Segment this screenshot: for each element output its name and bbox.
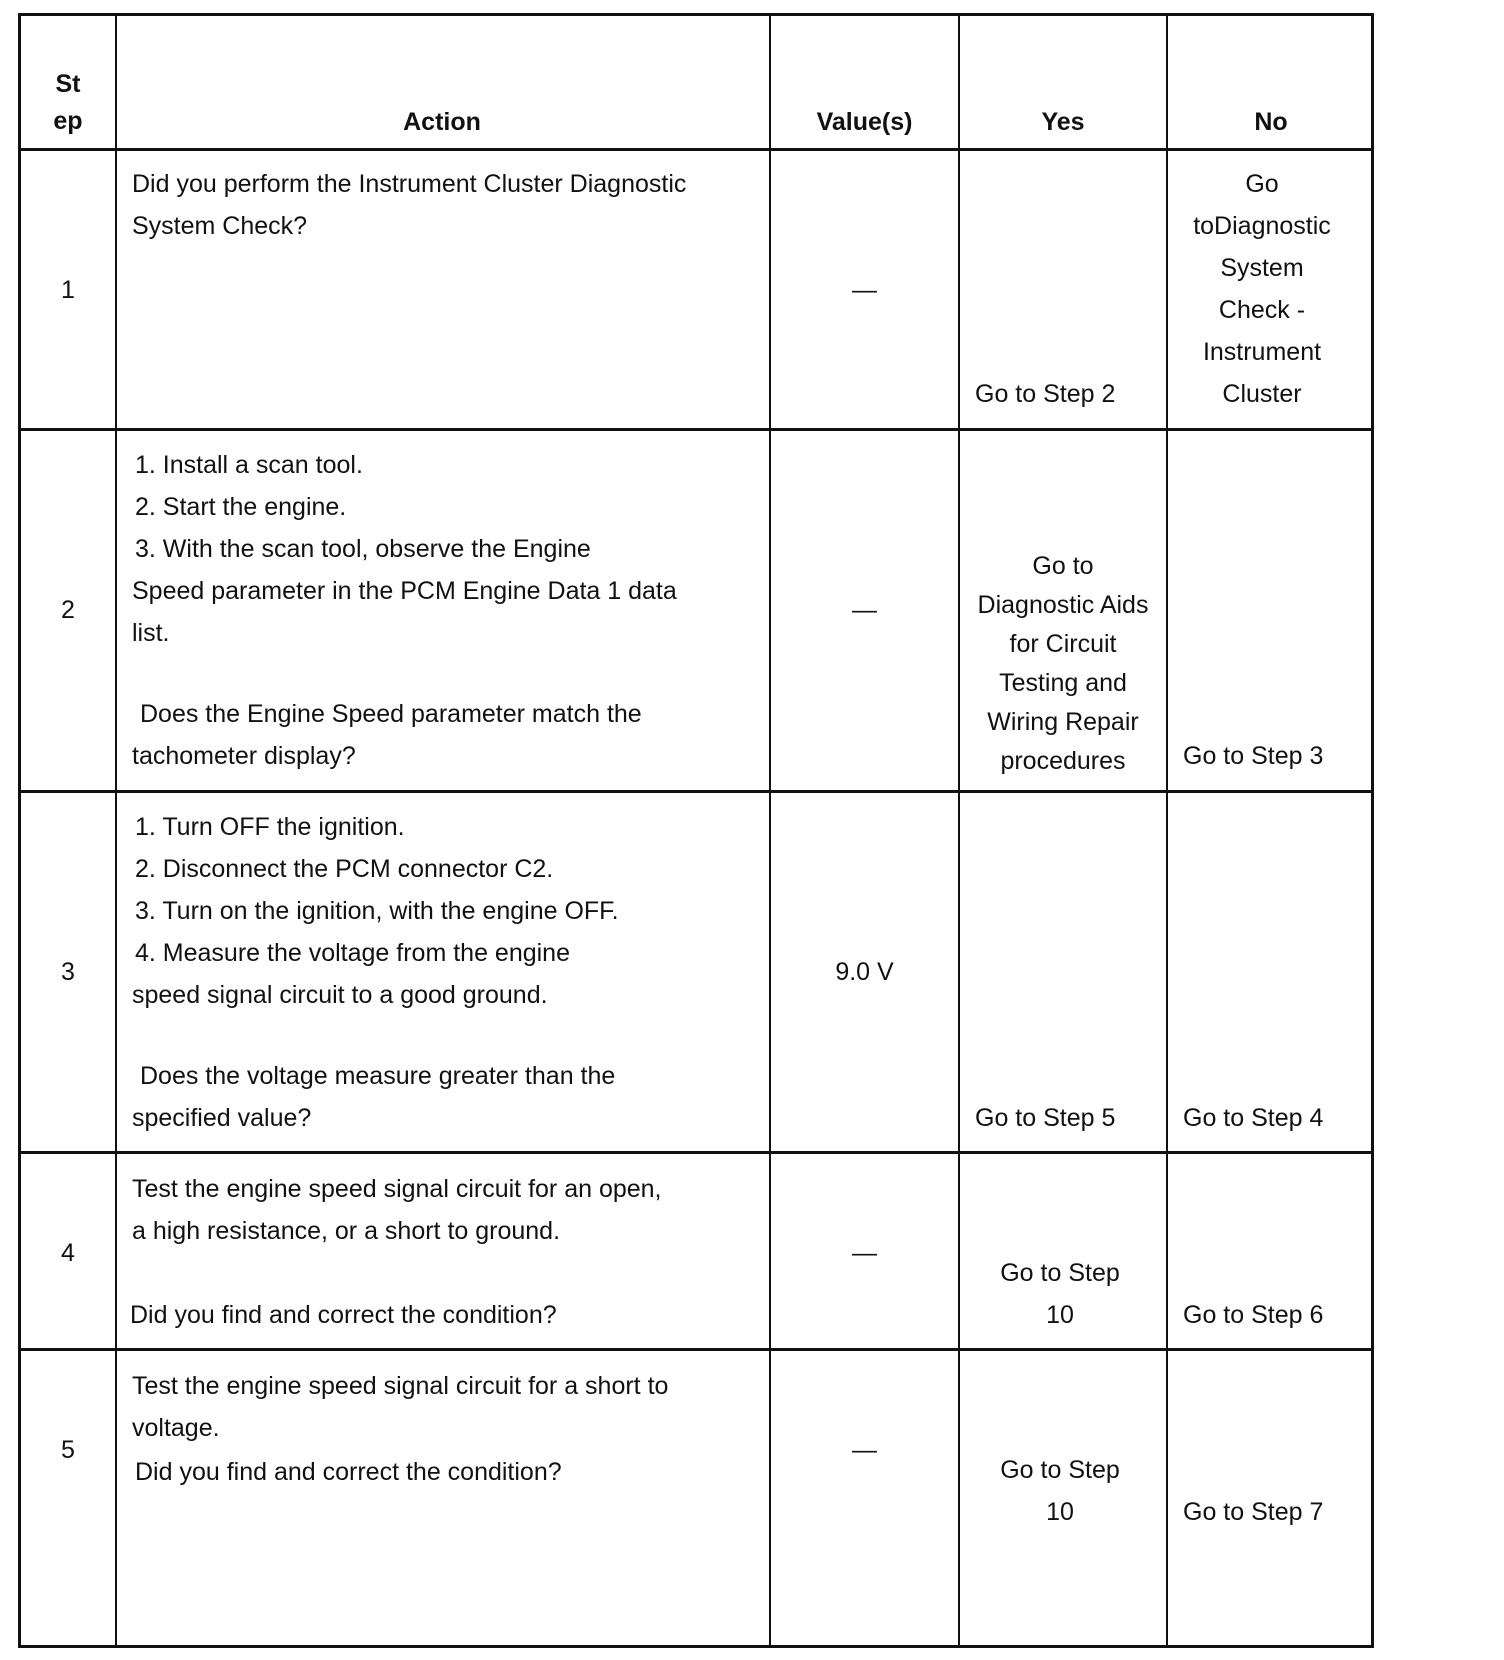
no-line: Cluster	[1222, 380, 1302, 408]
yes-line: Go to Step	[1000, 1259, 1120, 1287]
yes-cell: Go to Step 2	[975, 380, 1116, 408]
no-line: toDiagnostic	[1193, 212, 1331, 240]
row-divider	[21, 790, 1371, 793]
yes-line: for Circuit	[1009, 630, 1117, 658]
action-line: Does the Engine Speed parameter match the	[140, 700, 642, 728]
action-text	[132, 1365, 668, 1493]
row-divider	[21, 428, 1371, 431]
no-cell: Go to Step 7	[1183, 1498, 1324, 1526]
yes-cell	[960, 547, 1166, 781]
yes-line: Go to	[1032, 552, 1094, 580]
action-text	[132, 806, 619, 1139]
row-divider	[21, 1348, 1371, 1351]
no-line: Go	[1245, 170, 1279, 198]
action-line: list.	[132, 619, 170, 647]
action-line: voltage.	[132, 1414, 220, 1442]
action-line: a high resistance, or a short to ground.	[132, 1217, 561, 1245]
header-step-line-1: St	[55, 70, 81, 98]
yes-line: Wiring Repair	[987, 708, 1139, 736]
action-line: 2. Disconnect the PCM connector C2.	[135, 855, 554, 883]
no-line: Instrument	[1202, 338, 1322, 366]
no-line: Check -	[1218, 296, 1306, 324]
row-divider	[21, 148, 1371, 151]
action-line: Speed parameter in the PCM Engine Data 1 data	[132, 577, 677, 605]
yes-line: 10	[1046, 1301, 1074, 1329]
action-line: tachometer display?	[132, 742, 356, 770]
header-no: No	[1254, 108, 1288, 136]
value-cell: —	[852, 1436, 877, 1464]
column-divider	[958, 16, 960, 1645]
step-number: 5	[61, 1436, 75, 1464]
value-cell: —	[852, 276, 877, 304]
action-line: Test the engine speed signal circuit for a short to	[132, 1372, 669, 1400]
action-line: 4. Measure the voltage from the engine	[135, 939, 570, 967]
yes-cell: Go to Step 5	[975, 1104, 1116, 1132]
yes-line: procedures	[1000, 747, 1126, 775]
action-line: 3. Turn on the ignition, with the engine OFF.	[135, 897, 619, 925]
value-cell: 9.0 V	[835, 958, 894, 986]
action-line: 3. With the scan tool, observe the Engine	[135, 535, 591, 563]
action-text	[132, 444, 677, 777]
action-line: System Check?	[132, 212, 308, 240]
header-yes: Yes	[1041, 108, 1085, 136]
diagnostic-table	[18, 13, 1374, 1648]
yes-cell	[960, 1449, 1160, 1533]
action-line: 2. Start the engine.	[135, 493, 347, 521]
yes-line: Diagnostic Aids	[977, 591, 1149, 619]
action-line: 1. Install a scan tool.	[135, 451, 363, 479]
step-number: 1	[61, 276, 75, 304]
header-action: Action	[403, 108, 481, 136]
column-divider	[115, 16, 117, 1645]
action-line: Did you perform the Instrument Cluster Diagnostic	[132, 170, 687, 198]
column-divider	[769, 16, 771, 1645]
action-line: 1. Turn OFF the ignition.	[135, 813, 405, 841]
header-values: Value(s)	[816, 108, 913, 136]
action-line: Test the engine speed signal circuit for an open,	[132, 1175, 662, 1203]
action-line: Did you find and correct the condition?	[135, 1458, 562, 1486]
yes-line: Go to Step	[1000, 1456, 1120, 1484]
step-number: 3	[61, 958, 75, 986]
no-cell: Go to Step 3	[1183, 742, 1324, 770]
yes-line: Testing and	[999, 669, 1127, 697]
header-step	[21, 66, 115, 140]
no-cell: Go to Step 4	[1183, 1104, 1324, 1132]
action-line: specified value?	[132, 1104, 312, 1132]
no-line: System	[1220, 254, 1304, 282]
yes-cell	[960, 1252, 1160, 1336]
action-text	[132, 1168, 662, 1336]
step-number: 4	[61, 1239, 75, 1267]
no-cell	[1168, 163, 1356, 415]
row-divider	[21, 1151, 1371, 1154]
header-step-line-2: ep	[53, 107, 83, 135]
step-number: 2	[61, 596, 75, 624]
no-cell: Go to Step 6	[1183, 1301, 1324, 1329]
action-line: speed signal circuit to a good ground.	[132, 981, 548, 1009]
action-line: Does the voltage measure greater than the	[140, 1062, 616, 1090]
value-cell: —	[852, 596, 877, 624]
yes-line: 10	[1046, 1498, 1074, 1526]
action-line: Did you find and correct the condition?	[130, 1301, 557, 1329]
action-text	[132, 163, 686, 247]
value-cell: —	[852, 1239, 877, 1267]
